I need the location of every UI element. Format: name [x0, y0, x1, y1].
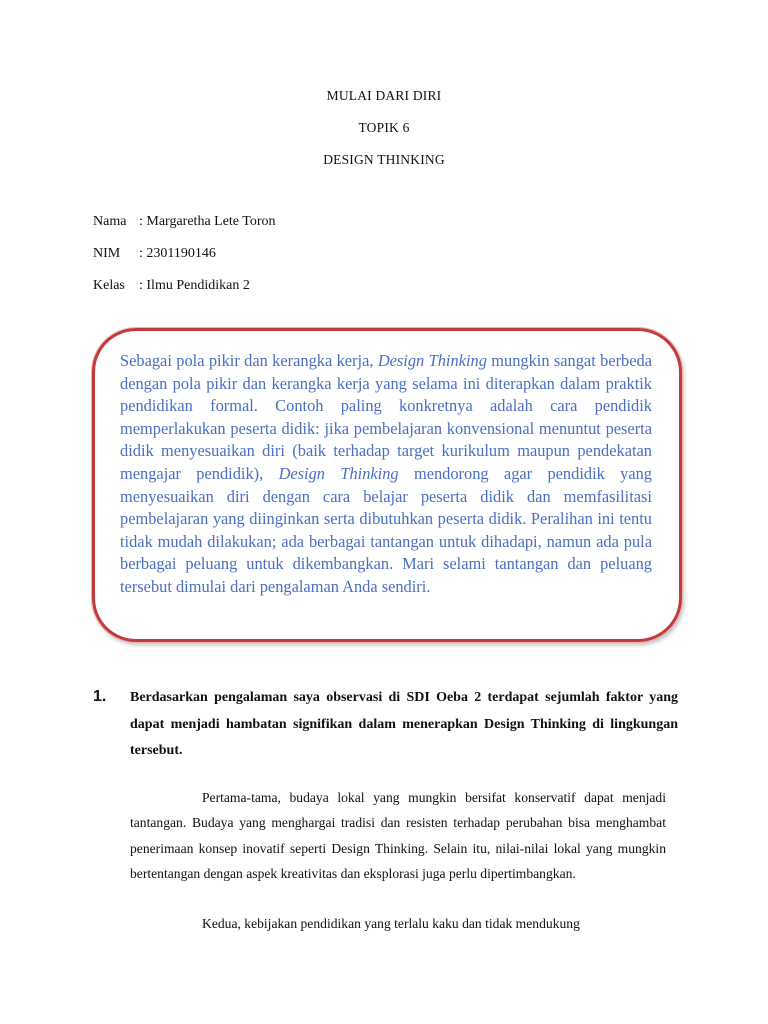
callout-text — [120, 350, 652, 599]
identity-label: Nama — [93, 214, 127, 229]
callout-segment: mungkin sangat berbeda dengan pola pikir dan kerangka kerja yang selama ini diterapkan dalam praktik pendidikan formal. Contoh paling konkretnya adalah cara pendidik memperlakukan peserta didik: jika pembelajaran konvensional menuntut peserta didik menyesuaikan diri (baik terhadap target kurikulum maupun pendekatan mengajar pendidik), — [120, 351, 652, 483]
document-title: MULAI DARI DIRI — [326, 88, 442, 103]
identity-row-nim — [93, 246, 216, 262]
identity-row-name — [93, 214, 276, 230]
callout-emphasis: Design Thinking — [278, 463, 399, 483]
identity-value: : Ilmu Pendidikan 2 — [139, 278, 250, 293]
callout-segment: Sebagai pola pikir dan kerangka kerja, — [120, 351, 378, 370]
topic-label: TOPIK 6 — [358, 120, 410, 135]
identity-label: NIM — [93, 246, 121, 261]
identity-value: : 2301190146 — [139, 246, 216, 261]
question-text: Berdasarkan pengalaman saya observasi di SDI Oeba 2 terdapat sejumlah faktor yang dapat menjadi hambatan signifikan dalam menerapkan Design Thinking di lingkungan tersebut. — [130, 690, 678, 758]
answer-text: Pertama-tama, budaya lokal yang mungkin bersifat konservatif dapat menjadi tantangan. Budaya yang menghargai tradisi dan resisten terhadap perubahan bisa menghambat penerimaan konsep inovatif seperti Design Thinking. Selain itu, nilai-nilai lokal yang mungkin bertentangan dengan aspek kreativitas dan eksplorasi juga perlu dipertimbangkan. — [130, 790, 666, 881]
identity-row-class — [93, 278, 250, 294]
callout-emphasis: Design Thinking — [377, 351, 487, 370]
answer-paragraph-1 — [130, 785, 666, 886]
callout-segment: mendorong agar pendidik yang menyesuaikan diri dengan cara belajar peserta didik dan memfasilitasi pembelajaran yang diinginkan serta dibutuhkan peserta didik. Peralihan ini tentu tidak mudah dilakukan; ada berbagai tantangan untuk dihadapi, namun ada pula berbagai peluang untuk dikembangkan. Mari selami tantangan dan peluang tersebut dimulai dari pengalaman Anda sendiri. — [120, 463, 653, 596]
question-number: 1. — [93, 688, 107, 705]
identity-value: : Margaretha Lete Toron — [139, 214, 276, 229]
topic-title: DESIGN THINKING — [323, 152, 445, 167]
answer-paragraph-2 — [130, 911, 666, 936]
identity-label: Kelas — [93, 278, 125, 293]
answer-text: Kedua, kebijakan pendidikan yang terlalu kaku dan tidak mendukung — [202, 916, 580, 931]
